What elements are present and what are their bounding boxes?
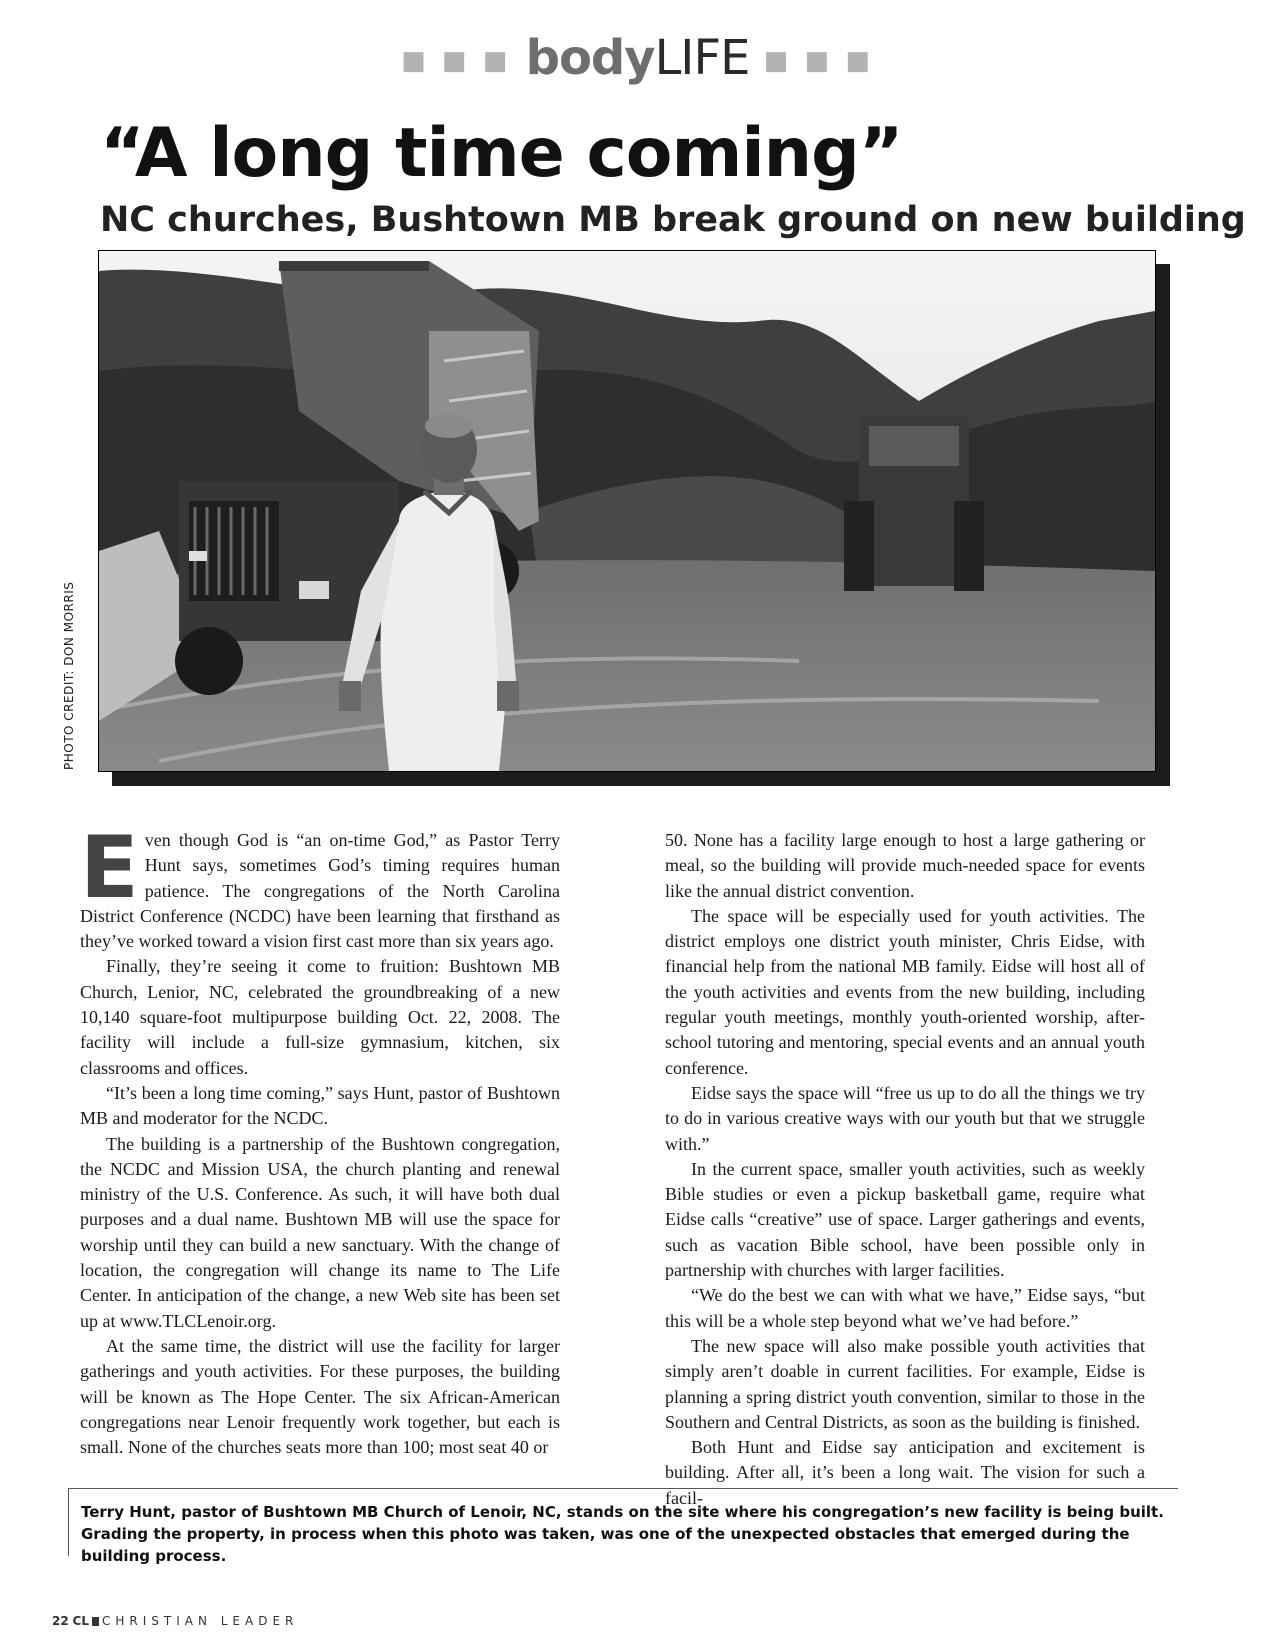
drop-cap: E (80, 818, 139, 918)
header-dots-right: ■ ■ ■ (763, 46, 874, 76)
paragraph (80, 818, 560, 954)
section-header (0, 30, 1275, 86)
paragraph: 50. None has a facility large enough to host a large gathering or meal, so the building will provide much-needed space for events like the annual district convention. (665, 830, 1145, 901)
headline: “A long time coming” (100, 114, 903, 193)
paragraph: The building is a partnership of the Bushtown congregation, the NCDC and Mission USA, the church planting and renewal ministry of the U.S. Conference. As such, it will have both dual purposes and a dual name. Bushtown MB will use the space for worship until they can build a new sanctuary. With the change of location, the congregation will change its name to The Life Center. In anticipation of the change, a new Web site has been set up at www.TLCLenoir.org. (80, 1133, 560, 1331)
footer-square-icon (92, 1617, 99, 1626)
article-column-right (665, 828, 1145, 1511)
paragraph: “It’s been a long time coming,” says Hunt, pastor of Bushtown MB and moderator for the NCDC. (80, 1082, 560, 1129)
page-footer (52, 1614, 298, 1628)
subheadline: NC churches, Bushtown MB break ground on new building (100, 200, 1246, 240)
photo-illustration (99, 251, 1155, 771)
paragraph: Finally, they’re seeing it come to fruition: Bushtown MB Church, Lenior, NC, celebrated the groundbreaking of a new 10,140 square-foot multipurpose building Oct. 22, 2008. The facility will include a full-size gymnasium, kitchen, six classrooms and offices. (80, 956, 560, 1078)
header-dots-left: ■ ■ ■ (401, 46, 512, 76)
paragraph: At the same time, the district will use the facility for larger gatherings and youth activities. For these purposes, the building will be known as The Hope Center. The six African-American congregations near Lenoir frequently work together, but each is small. None of the churches seats more than 100; most seat 40 or (80, 1335, 560, 1458)
magazine-name: CHRISTIAN LEADER (101, 1614, 299, 1628)
paragraph: In the current space, smaller youth activities, such as weekly Bible studies or even a pickup basketball game, require what Eidse calls “creative” use of space. Larger gatherings and events, such as vacation Bible school, have been possible only in partnership with churches with larger facilities. (665, 1158, 1145, 1281)
page-number: 22 (52, 1614, 69, 1628)
paragraph: Both Hunt and Eidse say anticipation and excitement is building. After all, it’s been a long wait. The vision for such a facil- (665, 1437, 1145, 1508)
photo-caption-box (68, 1488, 1178, 1565)
section-name-bold: body (525, 30, 655, 86)
section-name-light: LIFE (654, 30, 750, 86)
article-photo (98, 250, 1156, 772)
paragraph-text: ven though God is “an on-time God,” as Pastor Terry Hunt says, sometimes God’s timing requires human patience. The congregations of the North Carolina District Conference (NCDC) have been learning that firsthand as they’ve worked toward a vision first cast more than six years ago. (80, 830, 560, 952)
photo-caption: Terry Hunt, pastor of Bushtown MB Church of Lenoir, NC, stands on the site where his congregation’s new facility is being built. Grading the property, in process when this photo was taken, was one of the unexpected obstacles that emerged during the building process. (81, 1503, 1164, 1565)
magazine-abbr: CL (72, 1614, 89, 1628)
article-column-left (80, 818, 560, 1460)
paragraph: The new space will also make possible youth activities that simply aren’t doable in current facilities. For example, Eidse is planning a spring district youth convention, similar to those in the Southern and Central Districts, as soon as the building is finished. (665, 1335, 1145, 1432)
photo-credit: PHOTO CREDIT: DON MORRIS (62, 581, 76, 770)
paragraph: “We do the best we can with what we have,” Eidse says, “but this will be a whole step beyond what we’ve had before.” (665, 1285, 1145, 1331)
paragraph: The space will be especially used for youth activities. The district employs one district youth minister, Chris Eidse, with financial help from the national MB family. Eidse will host all of the youth activities and events from the new building, including regular youth meetings, monthly youth-oriented worship, after-school tutoring and mentoring, special events and an annual youth conference. (665, 905, 1145, 1078)
paragraph: Eidse says the space will “free us up to do all the things we try to do in various creative ways with our youth but that we struggle with.” (665, 1082, 1145, 1154)
